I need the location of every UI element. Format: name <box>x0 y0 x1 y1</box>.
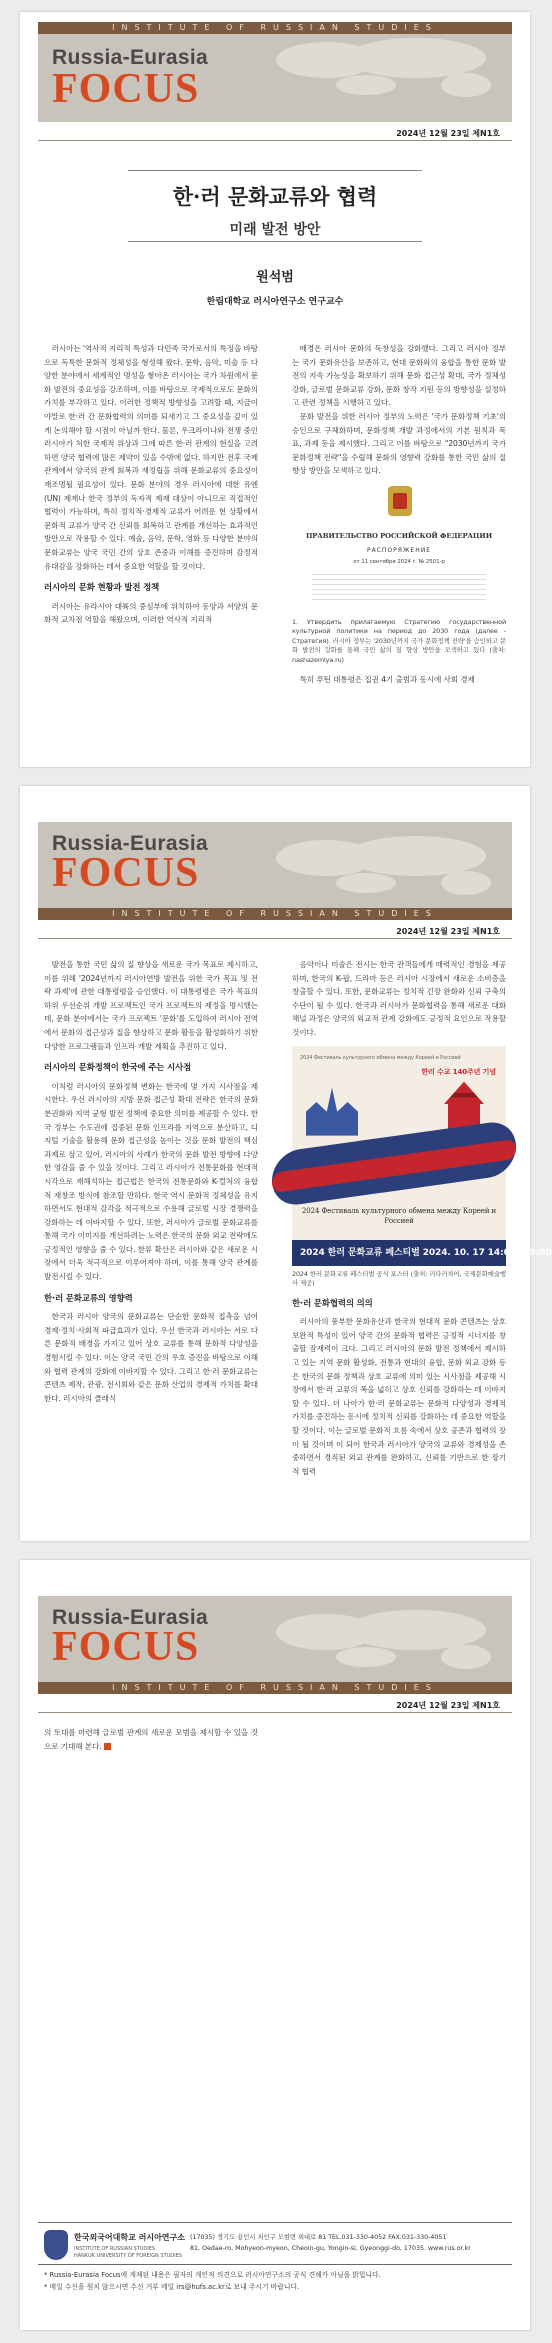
decree-government: ПРАВИТЕЛЬСТВО РОССИЙСКОЙ ФЕДЕРАЦИИ <box>305 531 493 540</box>
footer-org-en-line: HANKUK UNIVERSITY OF FOREIGN STUDIES <box>74 2252 182 2259</box>
series-name: Russia-Eurasia <box>52 1606 208 1629</box>
end-mark-icon <box>104 1743 111 1750</box>
disclaimer: * Russia-Eurasia Focus에 게재된 내용은 필자의 개인적 의견으로 러시아연구소의 공식 견해가 아님을 밝힙니다. <box>44 2271 381 2279</box>
right-column <box>292 342 506 687</box>
paragraph: 배경은 러시아 문화의 독창성을 강화했다. 그리고 러시아 정부는 국가 문화유산을 보존하고, 현대 문화와의 융합을 통한 문화 발전의 지속 가능성을 확보하기 위해 문화 접근성 확대, 국가 정체성 강화, 글로벌 문화교류 강화, 문화 창작 지원 등의 방향성을 설정하고 관련 정책을 시행하고 있다. <box>292 344 506 408</box>
closing-text: 의 토대를 마련해 글로벌 관계의 새로운 모범을 제시할 수 있을 것으로 기대해 본다. <box>44 1728 258 1751</box>
paragraph: 발전을 통한 국민 삶의 질 향상을 새로운 국가 목표로 제시하고, 이를 위해 '2024년까지 러시아연방 발전을 위한 국가 목표 및 전략 과제'에 관한 대통령령을 승인했다. 이 대통령령은 국가 목표의 하위 우선순위 개발 프로젝트인 국가 프로젝트의 제정을 명시했는데, 문화 분야에서는 국가 프로젝트 '문화'를 도입하여 러시아 전역에서 문화의 접근성과 질을 향상하고 문화 활동을 활성화하기 위한 다양한 프로그램들과 인프라 개발 계획을 추진하고 있다. <box>44 960 258 1051</box>
left-column <box>44 1726 258 1753</box>
masthead-banner <box>38 1596 512 1682</box>
institute-bar: INSTITUTE OF RUSSIAN STUDIES <box>38 22 512 34</box>
footer-divider <box>38 2264 512 2265</box>
focus-logo: FOCUS <box>52 66 200 112</box>
decree-image <box>292 478 506 618</box>
address-line: 81, Oedae-ro, Mohyeon-myeon, Cheoin-gu, Yongin-si, Gyeonggi-do, 17035. www.rus.or.kr <box>190 2245 471 2252</box>
paragraph <box>44 1726 258 1753</box>
institute-emblem-icon <box>44 2230 68 2260</box>
issue-date: 2024년 12월 23일 제N1호 <box>396 129 500 138</box>
focus-logo: FOCUS <box>52 850 200 896</box>
paragraph: 이처럼 러시아의 문화정책 변화는 한국에 몇 가지 시사점을 제시한다. 우선 러시아의 지방 문화 접근성 확대 전략은 한국의 문화 분권화와 지역 균형 발전 정책에 중요한 의미를 제공할 수 있다. 한국 정부는 수도권에 집중된 문화 인프라를 지역으로 분산하고, 디지털 기술을 활용해 문화 접근성을 높이는 것을 문화 발전의 핵심 과제로 삼고 있어, 러시아의 사례가 한국의 문화 발전 방향에 다양한 영감을 줄 수 있을 것이다. 그리고 러시아가 전통문화를 현대적 시각으로 재해석하는 접근법은 한국의 전통문화와 K-컬처의 융합적 재창조 방식에 참조할 만하다. 한국 역시 문화적 정체성을 유지하면서도 현대적 감각을 적극적으로 수용해 글로벌 시장 경쟁력을 강화하는 데 이바지할 수 있다. 또한, 러시아가 글로벌 문화교류를 통해 국가 이미지를 개선하려는 노력은 한국의 문화 외교 전략에도 긍정적인 영향을 줄 수 있다. 한류 확산은 러시아와 같은 새로운 시장에서 더욱 적극적으로 이루어져야 하며, 이를 통해 양국 관계를 발전시킬 수 있다. <box>44 1081 258 1282</box>
page-1 <box>20 12 530 767</box>
festival-poster <box>292 1046 552 1266</box>
page-3 <box>20 1560 530 2330</box>
poster-anniversary: 한러 수교 140주년 기념 <box>421 1067 496 1076</box>
article-subtitle: 미래 발전 방안 <box>229 222 321 238</box>
footer-org-en <box>74 2246 182 2259</box>
decree-date: от 11 сентября 2024 г. № 2501-р <box>353 558 445 565</box>
right-column <box>292 958 552 1478</box>
footer-divider <box>38 2222 512 2223</box>
section-heading: 러시아의 문화정책이 한국에 주는 시사점 <box>44 1062 192 1073</box>
section-heading: 한·러 문화협력의 의의 <box>292 1297 373 1308</box>
left-column <box>44 958 258 1405</box>
page-2 <box>20 786 552 1541</box>
divider <box>38 140 512 141</box>
russian-emblem-icon <box>388 486 412 516</box>
divider <box>38 938 512 939</box>
title-box <box>128 170 422 242</box>
unsubscribe-note: * 메일 수신을 원치 않으시면 수신 거부 메일 irs@hufs.ac.kr로 보내 주시기 바랍니다. <box>44 2282 300 2291</box>
poster-top-text: 2024 Фестиваль культурного обмена между Кореей и Россией <box>300 1054 461 1061</box>
world-map-graphic <box>266 828 506 908</box>
image-caption: 2024 한러 문화교류 페스티벌 공식 포스터 (출처: 러다러차어, 국제문화예술행사 제공) <box>292 1269 506 1288</box>
world-map-graphic <box>266 30 506 110</box>
footer-address <box>190 2232 510 2254</box>
masthead-banner <box>38 24 512 122</box>
issue-date: 2024년 12월 23일 제N1호 <box>396 1701 500 1710</box>
paragraph: 특히 푸틴 대통령은 집권 4기 출범과 동시에 사회 경제 <box>299 675 475 685</box>
series-name: Russia-Eurasia <box>52 832 208 855</box>
institute-bar: INSTITUTE OF RUSSIAN STUDIES <box>38 1682 512 1694</box>
divider <box>38 1712 512 1713</box>
left-column <box>44 342 258 627</box>
author-name: 원석범 <box>256 270 294 285</box>
section-heading: 러시아의 문화 현황과 발전 정책 <box>44 582 160 593</box>
image-caption: 1. Утвердить прилагаемую Стратегию государственной культурной политики на период до 2030 года (далее - Стратегия). 러시아 정부는 '2030년까지 국가 문화정책 전략'을 승인하고 문화 발전의 강화를 통해 국민 삶의 질 향상 방안을 모색하고 있다 (출처: nashazemlya.ru) <box>292 617 506 664</box>
issue-date: 2024년 12월 23일 제N1호 <box>396 927 500 936</box>
author-affiliation: 한림대학교 러시아연구소 연구교수 <box>206 297 344 307</box>
series-name: Russia-Eurasia <box>52 46 208 69</box>
poster-festival-ru: 2024 Фестиваль культурного обмена между Кореей и Россией <box>301 1206 497 1225</box>
footer-org-en-line: INSTITUTE OF RUSSIAN STUDIES <box>74 2246 156 2252</box>
paragraph: 한국과 러시아 양국의 문화교류는 단순한 문화적 접촉을 넘어 경제·정치·사회적 파급효과가 있다. 우선 한국과 러시아는 서로 다른 문화적 배경을 가지고 있어 상호 교류를 통해 문화적 다양성을 경험시킬 수 있다. 이는 양국 국민 간의 우호 증진을 바탕으로 이해와 협력 관계의 강화에 이바지할 수 있다. 그리고 한·러 문화교류는 콘텐츠 제작, 관광, 전시회와 같은 문화 산업의 경제적 가치를 확대한다. 러시아의 클래식 <box>44 1312 258 1403</box>
paragraph: 문화 발전을 위한 러시아 정부의 노력은 '국가 문화정책 기초'의 승인으로 구체화하며, 문화정책 개발 과정에서의 기본 원칙과 목표, 과제 등을 제시했다. 그리고 이를 바탕으로 "2030년까지 국가 문화정책 전략"을 수립해 문화의 영향력 강화를 통한 국민 삶의 질 향상 방안을 모색하고 있다. <box>292 411 506 476</box>
address-line: (17035) 경기도 용인시 처인구 모현면 외대로 81 TEL.031-330-4052 FAX.031-330-4051 <box>190 2234 447 2241</box>
paragraph: 러시아는 '역사적 지리적 특성과 다민족 국가로서의 특징을 바탕으로 독특한 문화적 정체성을 형성해 왔다. 문학, 음악, 미술 등 다양한 분야에서 세계적인 명성을 쌓아온 러시아는 국가 차원에서 문화 발전의 중요성을 강조하며, 이를 바탕으로 국제적으로도 문화의 가치를 부각하고 있다. 이러한 정책적 방향성을 고려할 때, 지금이야말로 한·러 간 문화협력의 의미를 되새기고 그 중요성을 깊이 있게 논의해야 할 시점이 아닐까 한다. 물론, 우크라이나와 전쟁 중인 러시아가 처한 국제적 위상과 그에 따른 한·러 관계의 현실을 고려하면 양국 협력에 많은 제약이 있을 수밖에 없다. 하지만 전후 국제관계에서 양국의 관계 회복과 재정립을 위해 문화교류의 중요성이 재조명될 필요성이 있다. 문화 분야의 경우 러시아에 대한 유엔(UN) 제재나 한국 정부의 독자적 제재 대상이 아니므로 직접적인 협력이 가능하며, 특히 정치적·경제적 교류가 어려운 현 상황에서 문화적 교류가 양국 간 신뢰를 회복하고 관계를 개선하는 효과적인 방안으로 작용할 수 있다. 예술, 음악, 문학, 영화 등 다양한 분야의 문화교류는 양국 국민 간의 상호 존중과 이해를 증진하며 감정적 유대감을 강화하는 데서 중요한 역할을 할 것이다. <box>44 344 258 571</box>
section-heading: 한·러 문화교류의 영향력 <box>44 1292 133 1303</box>
onion-domes-graphic <box>306 1088 358 1136</box>
paragraph: 음악이나 미술은 전시는 한국 관객들에게 매력적인 경험을 제공하며, 한국의 K-팝, 드라마 등은 러시아 시장에서 새로운 소비층을 창출할 수 있다. 또한, 문화교류는 정치적 긴장 완화와 신뢰 구축의 수단이 될 수 있다. 한국과 러시아가 문화협력을 통해 새로운 대화채널 과정은 양국의 외교적 관계 강화에도 긍정적 요인으로 작용할 것이다. <box>292 960 506 1037</box>
masthead-banner <box>38 822 512 908</box>
article-title: 한·러 문화교류와 협력 <box>172 184 378 209</box>
paragraph: 러시아의 풍부한 문화유산과 한국의 현대적 문화 콘텐츠는 상호 보완적 특성이 있어 양국 간의 문화적 협력은 긍정적 시너지를 창출할 잠재력이 크다. 그리고 러시아의 문화 발전 정책에서 제시하고 있는 지역 문화 활성화, 전통과 현대의 융합, 문화 외교 강화 등은 한국의 문화 정책과 상호 교류에 의미 있는 시사점을 제공해 시장에서 한·러 교류의 폭을 넓히고 상호 신뢰를 강화하는 데 이바지할 수 있다. 더 나아가 한·러 문화교류는 문화적 다양성과 경제적 가치를 증진하는 동시에 정치적 신뢰를 강화하는 데 중요한 역할을 할 것이다. 이는 글로벌 문화적 흐름 속에서 상호 공존과 협력의 장이 될 것이며 이 되어 한국과 러시아가 양국의 교류와 경제성을 존중하면서 경직된 외교 관계를 완화하고, 신뢰를 기반으로 한 장기적 협력 <box>292 1317 506 1476</box>
decree-type: РАСПОРЯЖЕНИЕ <box>367 546 431 554</box>
footer-notes <box>44 2270 514 2293</box>
focus-logo: FOCUS <box>52 1624 200 1670</box>
decree-text-lines <box>312 570 486 600</box>
poster-festival-bar: 2024 한러 문화교류 페스티벌 2024. 10. 17 14:00~19:00 <box>292 1240 506 1266</box>
paragraph: 러시아는 유라시아 대륙의 중심부에 위치하여 동양과 서양의 문화적 교차점 역할을 해왔으며, 이러한 역사적 지리적 <box>44 601 258 625</box>
world-map-graphic <box>266 1602 506 1682</box>
institute-bar: INSTITUTE OF RUSSIAN STUDIES <box>38 908 512 920</box>
footer-org-ko: 한국외국어대학교 러시아연구소 <box>74 2233 185 2242</box>
